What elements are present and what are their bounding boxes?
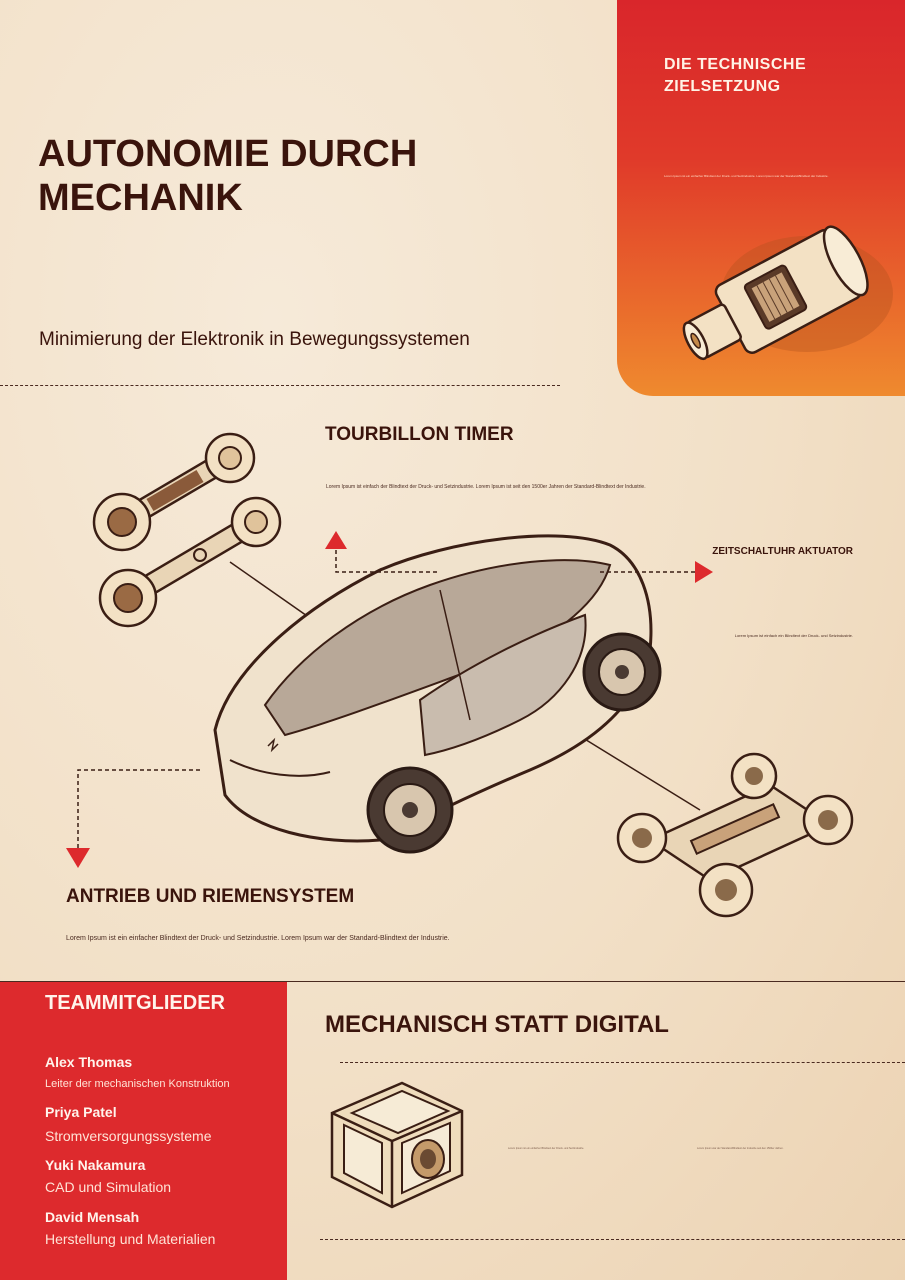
member-role: Herstellung und Materialien bbox=[45, 1231, 216, 1247]
mechanical-divider-top bbox=[340, 1062, 905, 1063]
cylinder-actuator-icon bbox=[657, 212, 897, 382]
tourbillon-title: TOURBILLON TIMER bbox=[325, 424, 514, 445]
mechanical-divider-bottom bbox=[320, 1239, 905, 1240]
actuator-body: Lorem Ipsum ist einfach ein Blindtext der Druck- und Setzindustrie. bbox=[734, 633, 853, 638]
arrow-down-icon bbox=[66, 848, 90, 868]
section-divider bbox=[0, 385, 560, 386]
arrow-right-icon bbox=[695, 561, 713, 583]
axle-pair-icon bbox=[94, 434, 280, 626]
goal-body: Lorem Ipsum ist ein einfacher Blindtext der Druck- und Setzindustrie. Lorem Ipsum war der Standard-Blindtext der Industrie. bbox=[664, 174, 829, 178]
cube-frame-icon bbox=[322, 1075, 472, 1215]
page-subtitle: Minimierung der Elektronik in Bewegungssystemen bbox=[39, 329, 470, 350]
member-role: CAD und Simulation bbox=[45, 1179, 172, 1195]
member-name: Yuki Nakamura bbox=[45, 1157, 146, 1173]
member-role: Leiter der mechanischen Konstruktion bbox=[45, 1078, 230, 1090]
team-title: TEAMMITGLIEDER bbox=[45, 992, 225, 1014]
member-name: Priya Patel bbox=[45, 1104, 117, 1120]
mechanical-body-right: Lorem Ipsum war der Standard-Blindtext der Industrie seit den 1500er Jahren. bbox=[697, 1147, 784, 1150]
drive-title: ANTRIEB UND RIEMENSYSTEM bbox=[66, 886, 355, 907]
goal-panel bbox=[617, 0, 905, 396]
tourbillon-body: Lorem Ipsum ist einfach der Blindtext der Druck- und Setzindustrie. Lorem Ipsum ist seit den 1500er Jahren der Standard-Blindtext der Industrie. bbox=[326, 484, 646, 490]
wheel-frame-icon bbox=[618, 754, 852, 916]
member-name: Alex Thomas bbox=[45, 1054, 133, 1070]
page-title: AUTONOMIE DURCH MECHANIK bbox=[38, 133, 418, 219]
arrow-up-icon bbox=[325, 531, 347, 549]
mechanical-body-left: Lorem Ipsum ist ein einfacher Blindtext der Druck- und Setzindustrie. bbox=[508, 1147, 585, 1150]
goal-title: DIE TECHNISCHE ZIELSETZUNG bbox=[664, 56, 807, 95]
member-role: Stromversorgungssysteme bbox=[45, 1128, 212, 1144]
drive-body: Lorem Ipsum ist ein einfacher Blindtext der Druck- und Setzindustrie. Lorem Ipsum war der Standard-Blindtext der Industrie. bbox=[66, 935, 450, 942]
car-chassis-icon bbox=[215, 536, 660, 852]
member-name: David Mensah bbox=[45, 1209, 140, 1225]
team-panel bbox=[0, 982, 287, 1280]
actuator-title: ZEITSCHALTUHR AKTUATOR bbox=[712, 546, 853, 557]
mechanical-title: MECHANISCH STATT DIGITAL bbox=[325, 1011, 669, 1038]
